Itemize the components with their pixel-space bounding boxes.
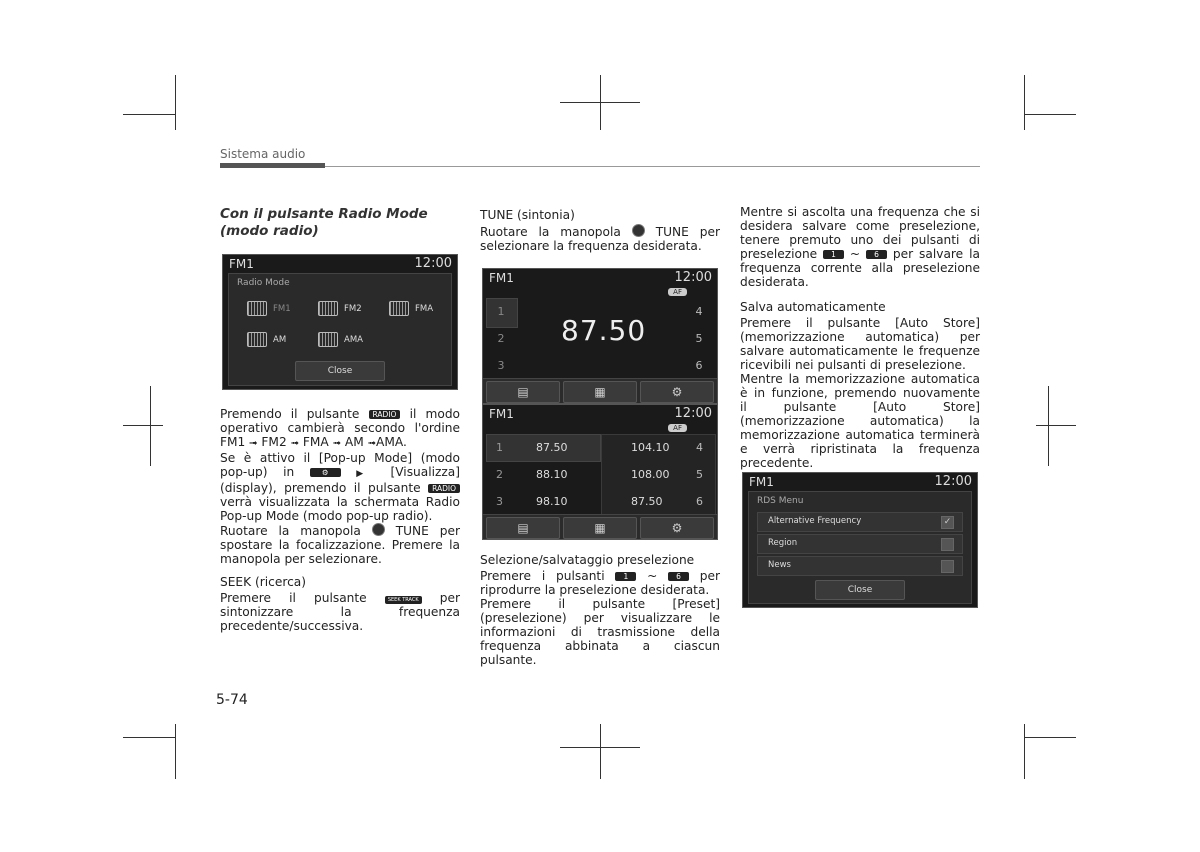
crop-mark	[175, 75, 176, 130]
close-button[interactable]: Close	[295, 361, 385, 381]
paragraph: Ruotare la manopola TUNE per selezionare la frequenza desiderata.	[480, 225, 721, 253]
rds-item-news[interactable]: News	[757, 556, 963, 576]
radio-icon	[247, 301, 267, 316]
crop-mark	[123, 425, 163, 426]
radio-icon	[389, 301, 409, 316]
toolbar	[483, 378, 717, 403]
header-bar	[220, 163, 325, 168]
seek-track-icon: SEEK TRACK	[385, 596, 422, 604]
paragraph: Premere i pulsanti 1 ~ 6 per riprodurre la preselezione desiderata.	[480, 569, 721, 597]
rds-menu-screen	[742, 472, 978, 608]
arrow-icon: ➟	[249, 438, 258, 449]
mode-fma[interactable]: FMA	[389, 301, 433, 316]
preset-4[interactable]: 4	[695, 305, 703, 318]
checkbox-icon[interactable]	[941, 538, 954, 551]
paragraph: Premere il pulsante [Auto Store] (memorizzazione automatica) per salvare automaticamente le frequenze ricevibili nei pulsanti di preselezione.	[740, 316, 980, 372]
column-2-intro	[480, 208, 720, 253]
arrow-icon: ➟	[332, 438, 341, 449]
crop-mark	[1024, 114, 1076, 115]
status-bar	[223, 255, 457, 273]
preset-screen: FM1 12:00 AF 1 87.50 104.10 4 2 88.10 108.00 5 3 98.10 87.50 6 ▤ ▦ ⚙	[482, 404, 718, 540]
radio-icon	[247, 332, 267, 347]
arrow-icon: ➟	[290, 438, 299, 449]
band-label: FM1	[229, 257, 254, 271]
tune-screen	[482, 268, 718, 404]
clock: 12:00	[674, 270, 712, 285]
band-label: FM1	[489, 407, 514, 421]
radio-button-icon: RADIO	[369, 410, 401, 419]
mode-fm2[interactable]: FM2	[318, 301, 362, 316]
gear-icon[interactable]: ⚙	[640, 517, 714, 539]
preset-6[interactable]: 6	[695, 359, 703, 372]
subheading: Selezione/salvataggio preselezione	[480, 553, 695, 567]
mode-am[interactable]: AM	[247, 332, 286, 347]
panel-title: Radio Mode	[237, 278, 290, 288]
preset-1-button-icon: 1	[615, 572, 636, 581]
list-icon[interactable]: ▤	[486, 381, 560, 403]
band-label: FM1	[489, 271, 514, 285]
preset-1[interactable]: 1	[497, 305, 505, 318]
preset-2[interactable]: 2	[497, 332, 505, 345]
preset-6-button-icon: 6	[668, 572, 689, 581]
crop-mark	[1036, 425, 1076, 426]
tune-knob-icon	[632, 224, 645, 237]
header-rule	[220, 166, 980, 167]
preset-5[interactable]: 5	[695, 332, 703, 345]
crop-mark	[1024, 75, 1025, 130]
list-icon[interactable]: ▤	[486, 517, 560, 539]
clock: 12:00	[934, 474, 972, 489]
rds-item-region[interactable]: Region	[757, 534, 963, 554]
gear-icon: ⚙	[310, 468, 341, 477]
paragraph: Ruotare la manopola TUNE per spostare la focalizzazione. Premere la manopola per selezionare.	[220, 524, 461, 566]
crop-mark	[123, 737, 175, 738]
checkbox-icon[interactable]	[941, 560, 954, 573]
crop-mark	[1048, 386, 1049, 466]
status-bar	[483, 269, 717, 287]
rds-menu-panel	[748, 491, 972, 604]
play-icon: ▶	[356, 469, 375, 479]
status-bar	[743, 473, 977, 491]
clock: 12:00	[674, 406, 712, 421]
status-bar	[483, 405, 717, 423]
paragraph: Se è attivo il [Pop-up Mode] (modo pop-up) in ⚙ ▶ [Visualizza] (display), premendo il pulsante RADIO verrà visualizzata la schermata Radio Pop-up Mode (modo pop-up radio).	[220, 451, 461, 523]
tune-knob-icon	[372, 523, 385, 536]
crop-mark	[175, 724, 176, 779]
preset-6-button-icon: 6	[866, 250, 887, 259]
subheading: TUNE (sintonia)	[480, 208, 575, 222]
paragraph: Premendo il pulsante RADIO il modo operativo cambierà secondo l'ordine FM1 ➟ FM2 ➟ FMA ➟ AM ➟AMA.	[220, 407, 461, 449]
af-badge: AF	[668, 288, 687, 296]
toolbar	[483, 514, 717, 539]
column-3-text	[740, 205, 980, 470]
band-label: FM1	[749, 475, 774, 489]
subheading: SEEK (ricerca)	[220, 575, 307, 589]
mode-ama[interactable]: AMA	[318, 332, 363, 347]
crop-mark	[1024, 737, 1076, 738]
radio-button-icon: RADIO	[428, 484, 460, 493]
paragraph: Mentre si ascolta una frequenza che si desidera salvare come preselezione, tenere premuto uno dei pulsanti di preselezione 1 ~ 6 per salvare la frequenza corrente alla preselezione desiderata.	[740, 205, 980, 289]
rds-item-alternative-frequency[interactable]: Alternative Frequency ✓	[757, 512, 963, 532]
column-2-text	[480, 553, 720, 667]
crop-mark	[1024, 724, 1025, 779]
paragraph: Mentre la memorizzazione automatica è in funzione, premendo nuovamente il pulsante [Auto Store] (memorizzazione automatica) la memorizzazione automatica terminerà e verrà ripristinata la frequenza precedente.	[740, 372, 980, 470]
subheading: Salva automaticamente	[740, 300, 886, 314]
af-badge: AF	[668, 424, 687, 432]
radio-icon[interactable]: ▦	[563, 381, 637, 403]
crop-mark	[600, 75, 601, 130]
radio-mode-panel	[228, 273, 452, 386]
radio-icon	[318, 301, 338, 316]
radio-icon[interactable]: ▦	[563, 517, 637, 539]
section-heading: Con il pulsante Radio Mode (modo radio)	[220, 206, 428, 239]
section-header: Sistema audio	[220, 147, 306, 161]
crop-mark	[600, 724, 601, 779]
preset-3[interactable]: 3	[497, 359, 505, 372]
crop-mark	[150, 386, 151, 466]
column-1	[220, 206, 460, 240]
clock: 12:00	[414, 256, 452, 271]
preset-1-button-icon: 1	[823, 250, 844, 259]
crop-mark	[123, 114, 175, 115]
page-number: 5-74	[216, 692, 248, 708]
checkmark-icon[interactable]: ✓	[941, 516, 954, 529]
close-button[interactable]: Close	[815, 580, 905, 600]
radio-mode-screen	[222, 254, 458, 390]
mode-fm1[interactable]: FM1	[247, 301, 291, 316]
paragraph: Premere il pulsante SEEK TRACK per sintonizzare la frequenza precedente/successiva.	[220, 591, 461, 633]
arrow-icon: ➟	[367, 438, 376, 449]
panel-title: RDS Menu	[757, 496, 804, 506]
column-1-text	[220, 407, 460, 633]
gear-icon[interactable]: ⚙	[640, 381, 714, 403]
frequency-display: 87.50	[561, 314, 647, 347]
radio-icon	[318, 332, 338, 347]
paragraph: Premere il pulsante [Preset] (preselezione) per visualizzare le informazioni di trasmissione della frequenza abbinata a ciascun pulsante.	[480, 597, 720, 667]
